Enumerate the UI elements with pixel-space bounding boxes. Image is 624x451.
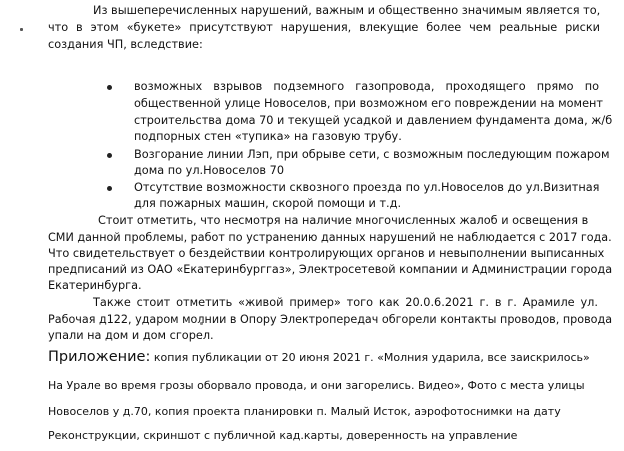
- bullet-3-line-1: Отсутствие возможности сквозного проезда по ул.Новоселов до ул.Визитная: [134, 181, 600, 194]
- appendix-line-1-text: копия публикации от 20 июня 2021 г. «Молния ударила, все заискрилось»: [150, 351, 590, 364]
- bullet-1-line-1: возможных взрывов подземного газопровода, проходящего прямо по: [134, 80, 599, 93]
- para2-line-3: Что свидетельствует о бездействии контролирующих органов и невыполнении выписанных: [48, 247, 605, 260]
- bullet-1-line-2: общественной улице Новоселов, при возможном его повреждении на момент: [134, 97, 603, 110]
- appendix-line-1: [48, 348, 590, 367]
- appendix-heading: Приложение:: [48, 349, 151, 365]
- scan-speck: [20, 28, 23, 31]
- appendix-line-4: Реконструкции, скриншот с публичной кад.карты, доверенность на управление: [48, 429, 518, 442]
- bullet-marker: [107, 153, 112, 158]
- para2-line-2: СМИ данной проблемы, работ по устранению данных нарушений не наблюдается с 2017 года.: [48, 231, 612, 244]
- bullet-2-line-2: дома по ул.Новоселов 70: [134, 164, 285, 177]
- para2-line-1: Стоит отметить, что несмотря на наличие многочисленных жалоб и освещения в: [98, 214, 589, 227]
- para3-line-2: Рабочая д122, ударом молнии в Опору Электропередач обгорели контакты проводов, провода: [48, 313, 613, 326]
- bullet-1-line-4: подпорных стен «тупика» на газовую трубу.: [134, 130, 402, 143]
- bullet-2-line-1: Возгорание линии Лэп, при обрыве сети, с возможным последующим пожаром: [134, 148, 610, 161]
- bullet-marker: [107, 186, 112, 191]
- appendix-line-2: На Урале во время грозы оборвало провода, и они загорелись. Видео», Фото с места улицы: [48, 379, 585, 392]
- para2-line-5: Екатеринбурга.: [48, 279, 142, 292]
- intro-line-3: создания ЧП, вследствие:: [48, 38, 203, 51]
- intro-line-1: Из вышеперечисленных нарушений, важным и общественно значимым является то,: [93, 4, 601, 17]
- bullet-3-line-2: для пожарных машин, скорой помощи и т.д.: [134, 197, 402, 210]
- para2-line-4: предписаний из ОАО «Екатеринбурггаз», Электросетевой компании и Администрации города: [48, 263, 613, 276]
- bullet-marker: [107, 85, 112, 90]
- para3-line-3: упали на дом и дом сгорел.: [48, 329, 214, 342]
- intro-line-2: что в этом «букете» присутствуют нарушения, влекущие более чем реальные риски: [48, 21, 600, 34]
- bullet-1-line-3: строительства дома 70 и текущей усадкой и давлением фундамента дома, ж/б: [134, 114, 613, 127]
- para3-line-1: Также стоит отметить «живой пример» того как 20.0.6.2021 г. в г. Арамиле ул.: [93, 296, 598, 309]
- appendix-line-3: Новоселов у д.70, копия проекта планировки п. Малый Исток, аэрофотоснимки на дату: [48, 405, 561, 418]
